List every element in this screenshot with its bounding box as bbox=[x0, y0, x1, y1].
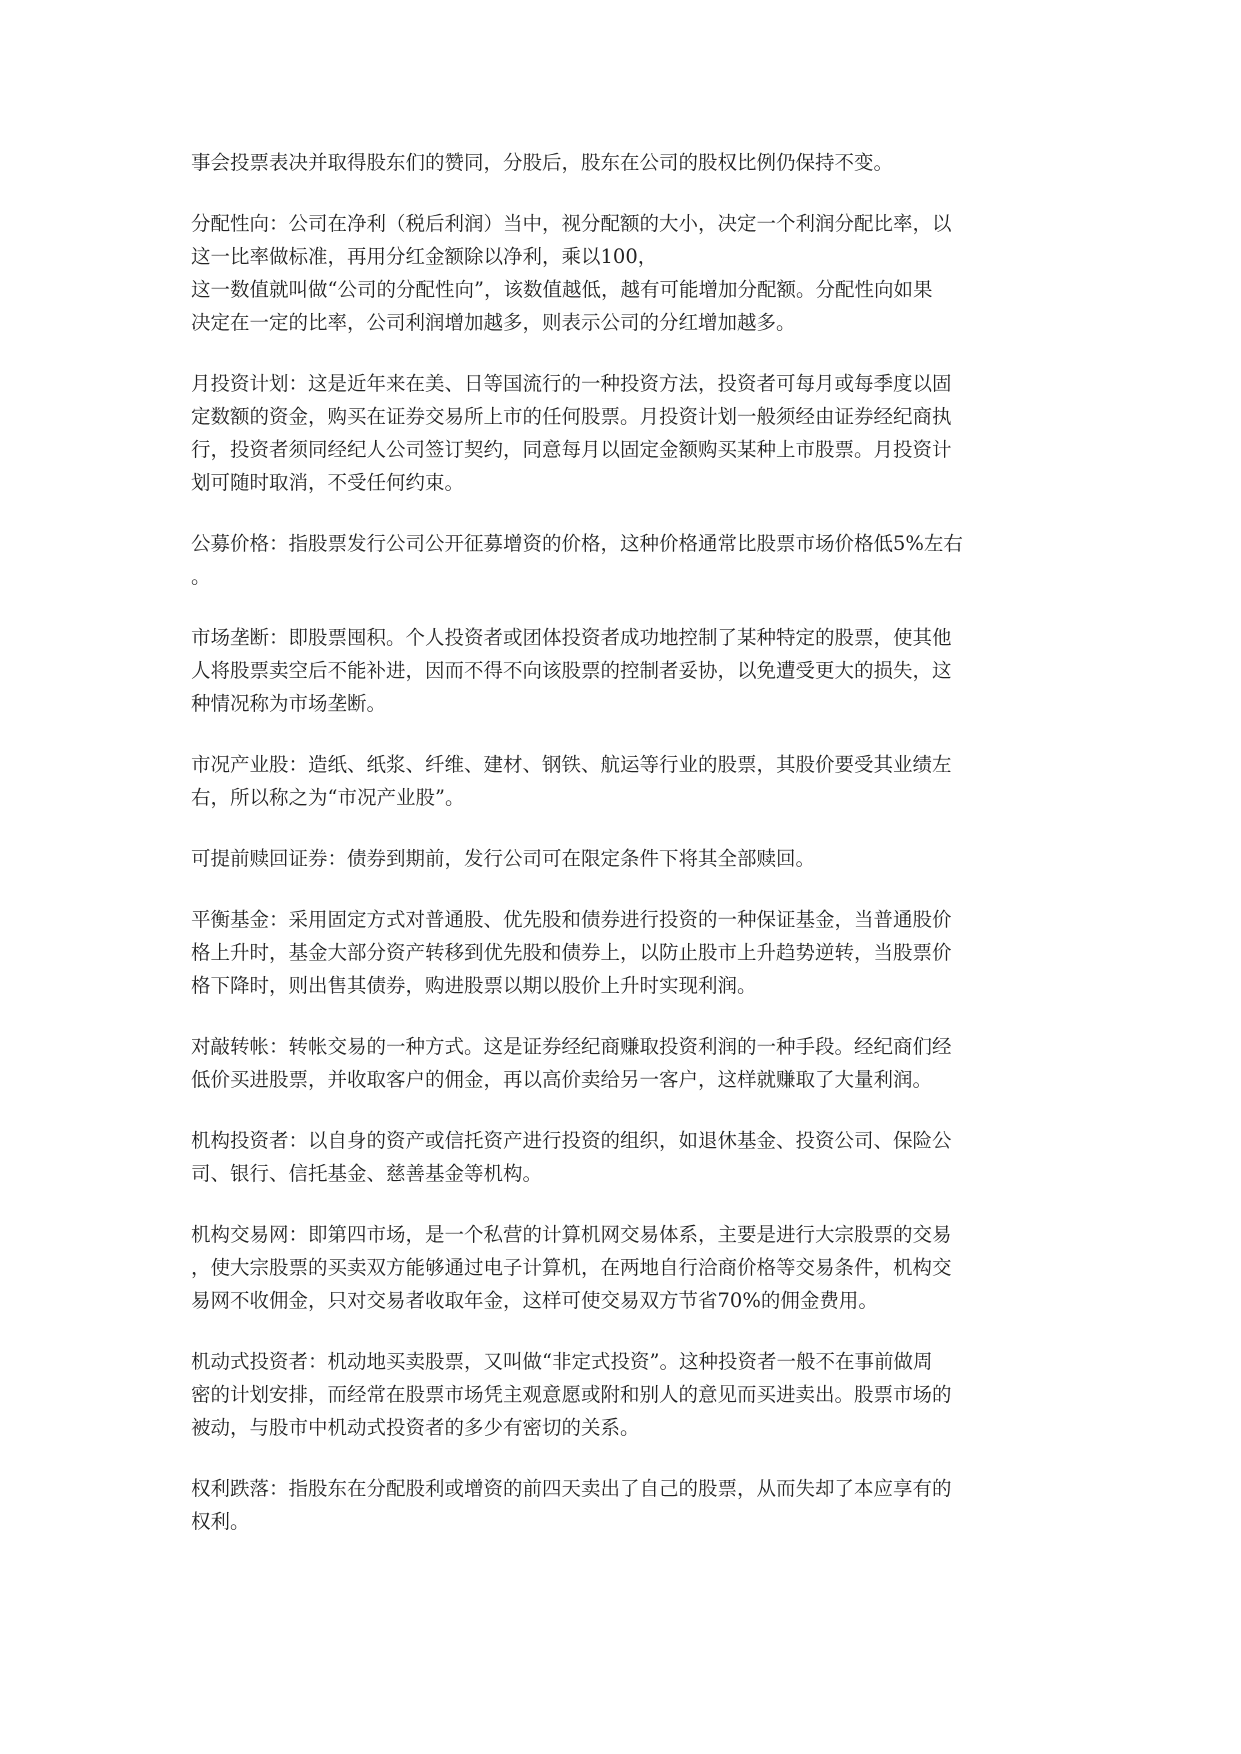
text-line: 这一比率做标准，再用分红金额除以净利，乘以100， bbox=[191, 245, 658, 268]
paragraph-stock-split-ending bbox=[191, 146, 1059, 179]
text-line: 定数额的资金，购买在证券交易所上市的任何股票。月投资计划一般须经由证券经纪商执 bbox=[191, 405, 952, 428]
text-line: 市况产业股：造纸、纸浆、纤维、建材、钢铁、航运等行业的股票，其股价要受其业绩左 bbox=[191, 753, 952, 776]
text-line: 行，投资者须同经纪人公司签订契约，同意每月以固定金额购买某种上市股票。月投资计 bbox=[191, 438, 952, 461]
text-line: 右，所以称之为“市况产业股”。 bbox=[191, 786, 465, 809]
paragraph-flexible-investor bbox=[191, 1345, 1059, 1444]
paragraph-institutional-network bbox=[191, 1218, 1059, 1317]
text-line: 可提前赎回证券：债券到期前，发行公司可在限定条件下将其全部赎回。 bbox=[191, 847, 816, 870]
text-line: 被动，与股市中机动式投资者的多少有密切的关系。 bbox=[191, 1416, 640, 1439]
paragraph-market-corner bbox=[191, 621, 1059, 720]
document-body bbox=[191, 146, 1059, 1566]
text-line: 机构交易网：即第四市场，是一个私营的计算机网交易体系，主要是进行大宗股票的交易 bbox=[191, 1223, 952, 1246]
text-line: 。 bbox=[191, 565, 211, 588]
text-line: 决定在一定的比率，公司利润增加越多，则表示公司的分红增加越多。 bbox=[191, 311, 796, 334]
paragraph-ex-rights bbox=[191, 1472, 1059, 1538]
text-line: 平衡基金：采用固定方式对普通股、优先股和债券进行投资的一种保证基金，当普通股价 bbox=[191, 908, 952, 931]
text-line: 权利跌落：指股东在分配股利或增资的前四天卖出了自己的股票，从而失却了本应享有的 bbox=[191, 1477, 952, 1500]
text-line: 司、银行、信托基金、慈善基金等机构。 bbox=[191, 1162, 543, 1185]
text-line: 市场垄断：即股票囤积。个人投资者或团体投资者成功地控制了某种特定的股票，使其他 bbox=[191, 626, 952, 649]
paragraph-cyclical-stocks bbox=[191, 748, 1059, 814]
text-line: 人将股票卖空后不能补进，因而不得不向该股票的控制者妥协，以免遭受更大的损失，这 bbox=[191, 659, 952, 682]
paragraph-payout-ratio bbox=[191, 207, 1059, 339]
paragraph-institutional-investor bbox=[191, 1124, 1059, 1190]
text-line: ，使大宗股票的买卖双方能够通过电子计算机，在两地自行洽商价格等交易条件，机构交 bbox=[191, 1256, 952, 1279]
text-line: 公募价格：指股票发行公司公开征募增资的价格，这种价格通常比股票市场价格低5%左右 bbox=[191, 532, 963, 555]
text-line: 月投资计划：这是近年来在美、日等国流行的一种投资方法，投资者可每月或每季度以固 bbox=[191, 372, 952, 395]
paragraph-public-offering-price bbox=[191, 527, 1059, 593]
text-line: 机构投资者：以自身的资产或信托资产进行投资的组织，如退休基金、投资公司、保险公 bbox=[191, 1129, 952, 1152]
paragraph-monthly-investment-plan bbox=[191, 367, 1059, 499]
text-line: 这一数值就叫做“公司的分配性向”，该数值越低，越有可能增加分配额。分配性向如果 bbox=[191, 278, 933, 301]
text-line: 易网不收佣金，只对交易者收取年金，这样可使交易双方节省70%的佣金费用。 bbox=[191, 1289, 878, 1312]
paragraph-callable-securities bbox=[191, 842, 1059, 875]
text-line: 划可随时取消，不受任何约束。 bbox=[191, 471, 465, 494]
text-line: 密的计划安排，而经常在股票市场凭主观意愿或附和别人的意见而买进卖出。股票市场的 bbox=[191, 1383, 952, 1406]
paragraph-cross-transfer bbox=[191, 1030, 1059, 1096]
text-line: 格上升时，基金大部分资产转移到优先股和债券上，以防止股市上升趋势逆转，当股票价 bbox=[191, 941, 952, 964]
text-line: 低价买进股票，并收取客户的佣金，再以高价卖给另一客户，这样就赚取了大量利润。 bbox=[191, 1068, 933, 1091]
text-line: 种情况称为市场垄断。 bbox=[191, 692, 387, 715]
text-line: 事会投票表决并取得股东们的赞同，分股后，股东在公司的股权比例仍保持不变。 bbox=[191, 151, 894, 174]
text-line: 对敲转帐：转帐交易的一种方式。这是证券经纪商赚取投资利润的一种手段。经纪商们经 bbox=[191, 1035, 952, 1058]
text-line: 格下降时，则出售其债券，购进股票以期以股价上升时实现利润。 bbox=[191, 974, 757, 997]
text-line: 机动式投资者：机动地买卖股票，又叫做“非定式投资”。这种投资者一般不在事前做周 bbox=[191, 1350, 933, 1373]
text-line: 权利。 bbox=[191, 1510, 250, 1533]
paragraph-balanced-fund bbox=[191, 903, 1059, 1002]
text-line: 分配性向：公司在净利（税后利润）当中，视分配额的大小，决定一个利润分配比率，以 bbox=[191, 212, 952, 235]
